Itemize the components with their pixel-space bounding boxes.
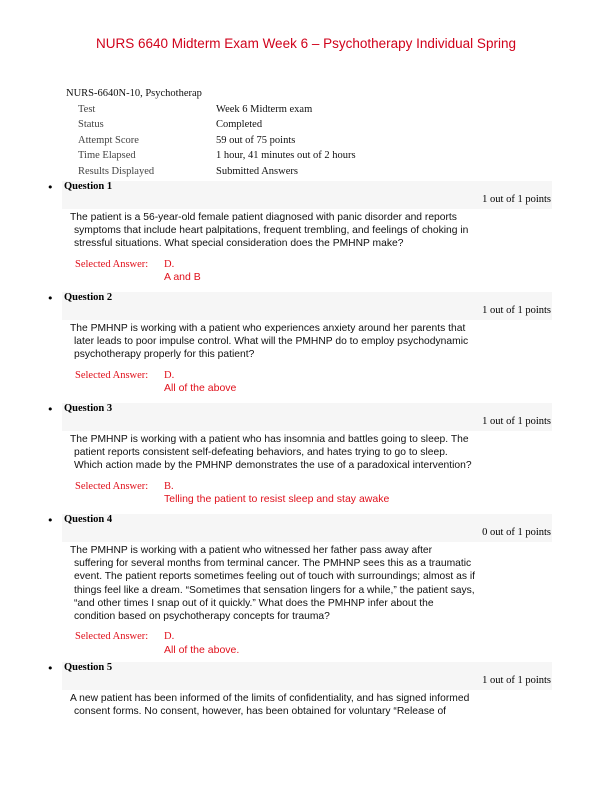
question-title: Question 1 — [64, 181, 113, 192]
question-points: 1 out of 1 points — [482, 416, 551, 427]
question-title: Question 4 — [64, 514, 113, 525]
selected-answer-letter: D. — [164, 258, 175, 270]
question-text-line: later leads to poor impulse control. What will the PMHNP do to employ psychodynamic — [74, 336, 469, 348]
selected-answer-text: All of the above — [164, 382, 237, 395]
question-header — [0, 514, 612, 544]
selected-answer-text: All of the above. — [164, 643, 240, 656]
bullet-icon: • — [47, 662, 54, 675]
question-text — [70, 322, 525, 362]
summary-value: 59 out of 75 points — [216, 134, 296, 146]
question-text-line: event. The patient reports sometimes feeling out of touch with surroundings; almost as if — [74, 571, 476, 583]
selected-answer-text: Telling the patient to resist sleep and stay awake — [164, 493, 390, 506]
selected-answer-label: Selected Answer: — [75, 258, 149, 270]
summary-value: 1 hour, 41 minutes out of 2 hours — [216, 150, 356, 162]
bullet-icon: • — [47, 403, 54, 416]
summary-value: Submitted Answers — [216, 165, 298, 177]
question-header-bar — [62, 662, 552, 690]
selected-answer — [75, 481, 612, 506]
question-text — [70, 211, 525, 251]
question-text-line: “and other times I snap out of it quickly.” What does the PMHNP infer about the — [74, 597, 434, 609]
question-text-line: Which action made by the PMHNP demonstrates the use of a paradoxical intervention? — [74, 460, 472, 472]
question-text — [70, 544, 525, 623]
selected-answer — [75, 631, 612, 656]
summary-row-attempt-score — [66, 133, 356, 149]
question-points: 1 out of 1 points — [482, 194, 551, 205]
question-text-line: patient reports consistent self-defeating behaviors, and hates trying to go to sleep. — [74, 447, 448, 459]
question-title: Question 5 — [64, 662, 113, 673]
document-title: NURS 6640 Midterm Exam Week 6 – Psychotherapy Individual Spring — [96, 36, 516, 51]
question-text-line: stressful situations. What special consideration does the PMHNP make? — [74, 238, 404, 250]
attempt-summary — [66, 86, 356, 180]
question-header-bar — [62, 292, 552, 320]
question-text — [70, 692, 525, 718]
selected-answer-label: Selected Answer: — [75, 369, 149, 381]
summary-row-status — [66, 117, 356, 133]
summary-label: Time Elapsed — [78, 150, 136, 162]
question-text-line: The PMHNP is working with a patient who has insomnia and battles going to sleep. The — [70, 434, 469, 445]
question-points: 1 out of 1 points — [482, 675, 551, 686]
summary-label: Test — [78, 103, 96, 115]
question-text-line: things feel like a dream. “Sometimes that sensation lingers for a while,” the patient says, — [74, 584, 475, 596]
bullet-icon: • — [47, 181, 54, 194]
question-text-line: The PMHNP is working with a patient who witnessed her father pass away after — [70, 545, 433, 556]
selected-answer-text: A and B — [164, 271, 201, 284]
question-header — [0, 662, 612, 692]
summary-row-test — [66, 102, 356, 118]
question-text-line: consent forms. No consent, however, has been obtained for voluntary “Release of — [74, 706, 447, 718]
question-header-bar — [62, 514, 552, 542]
question-text — [70, 433, 525, 473]
summary-label: Attempt Score — [78, 134, 139, 146]
question-4 — [0, 514, 612, 656]
question-1 — [0, 181, 612, 284]
summary-value: Completed — [216, 119, 263, 131]
selected-answer-letter: B. — [164, 480, 174, 492]
summary-row-results-displayed — [66, 164, 356, 180]
selected-answer-letter: D. — [164, 631, 175, 643]
question-header — [0, 181, 612, 211]
question-text-line: symptoms that include heart palpitations, frequent trembling, and feelings of choking in — [74, 225, 469, 237]
bullet-icon: • — [47, 292, 54, 305]
selected-answer — [75, 259, 612, 284]
selected-answer-label: Selected Answer: — [75, 480, 149, 492]
bullet-icon: • — [47, 514, 54, 527]
question-3 — [0, 403, 612, 506]
question-text-line: The PMHNP is working with a patient who experiences anxiety around her parents that — [70, 323, 466, 334]
question-text-line: The patient is a 56-year-old female patient diagnosed with panic disorder and reports — [70, 212, 457, 223]
course-name: NURS-6640N-10, Psychotherap — [66, 88, 202, 99]
summary-label: Results Displayed — [78, 165, 155, 177]
question-title: Question 2 — [64, 292, 113, 303]
summary-value: Week 6 Midterm exam — [216, 103, 313, 115]
selected-answer-letter: D. — [164, 369, 175, 381]
question-header-bar — [62, 403, 552, 431]
question-title: Question 3 — [64, 403, 113, 414]
question-text-line: suffering for several months from terminal cancer. The PMHNP sees this as a traumatic — [74, 558, 472, 570]
question-points: 0 out of 1 points — [482, 527, 551, 538]
selected-answer-label: Selected Answer: — [75, 631, 149, 643]
question-points: 1 out of 1 points — [482, 305, 551, 316]
summary-label: Status — [78, 119, 104, 131]
question-header — [0, 292, 612, 322]
question-text-line: condition based on psychotherapy concepts for trauma? — [74, 611, 330, 623]
question-text-line: psychotherapy properly for this patient? — [74, 349, 255, 361]
selected-answer — [75, 370, 612, 395]
question-5 — [0, 662, 612, 718]
question-text-line: A new patient has been informed of the limits of confidentiality, and has signed informed — [70, 693, 470, 704]
question-header — [0, 403, 612, 433]
question-2 — [0, 292, 612, 395]
summary-row-time-elapsed — [66, 148, 356, 164]
question-header-bar — [62, 181, 552, 209]
